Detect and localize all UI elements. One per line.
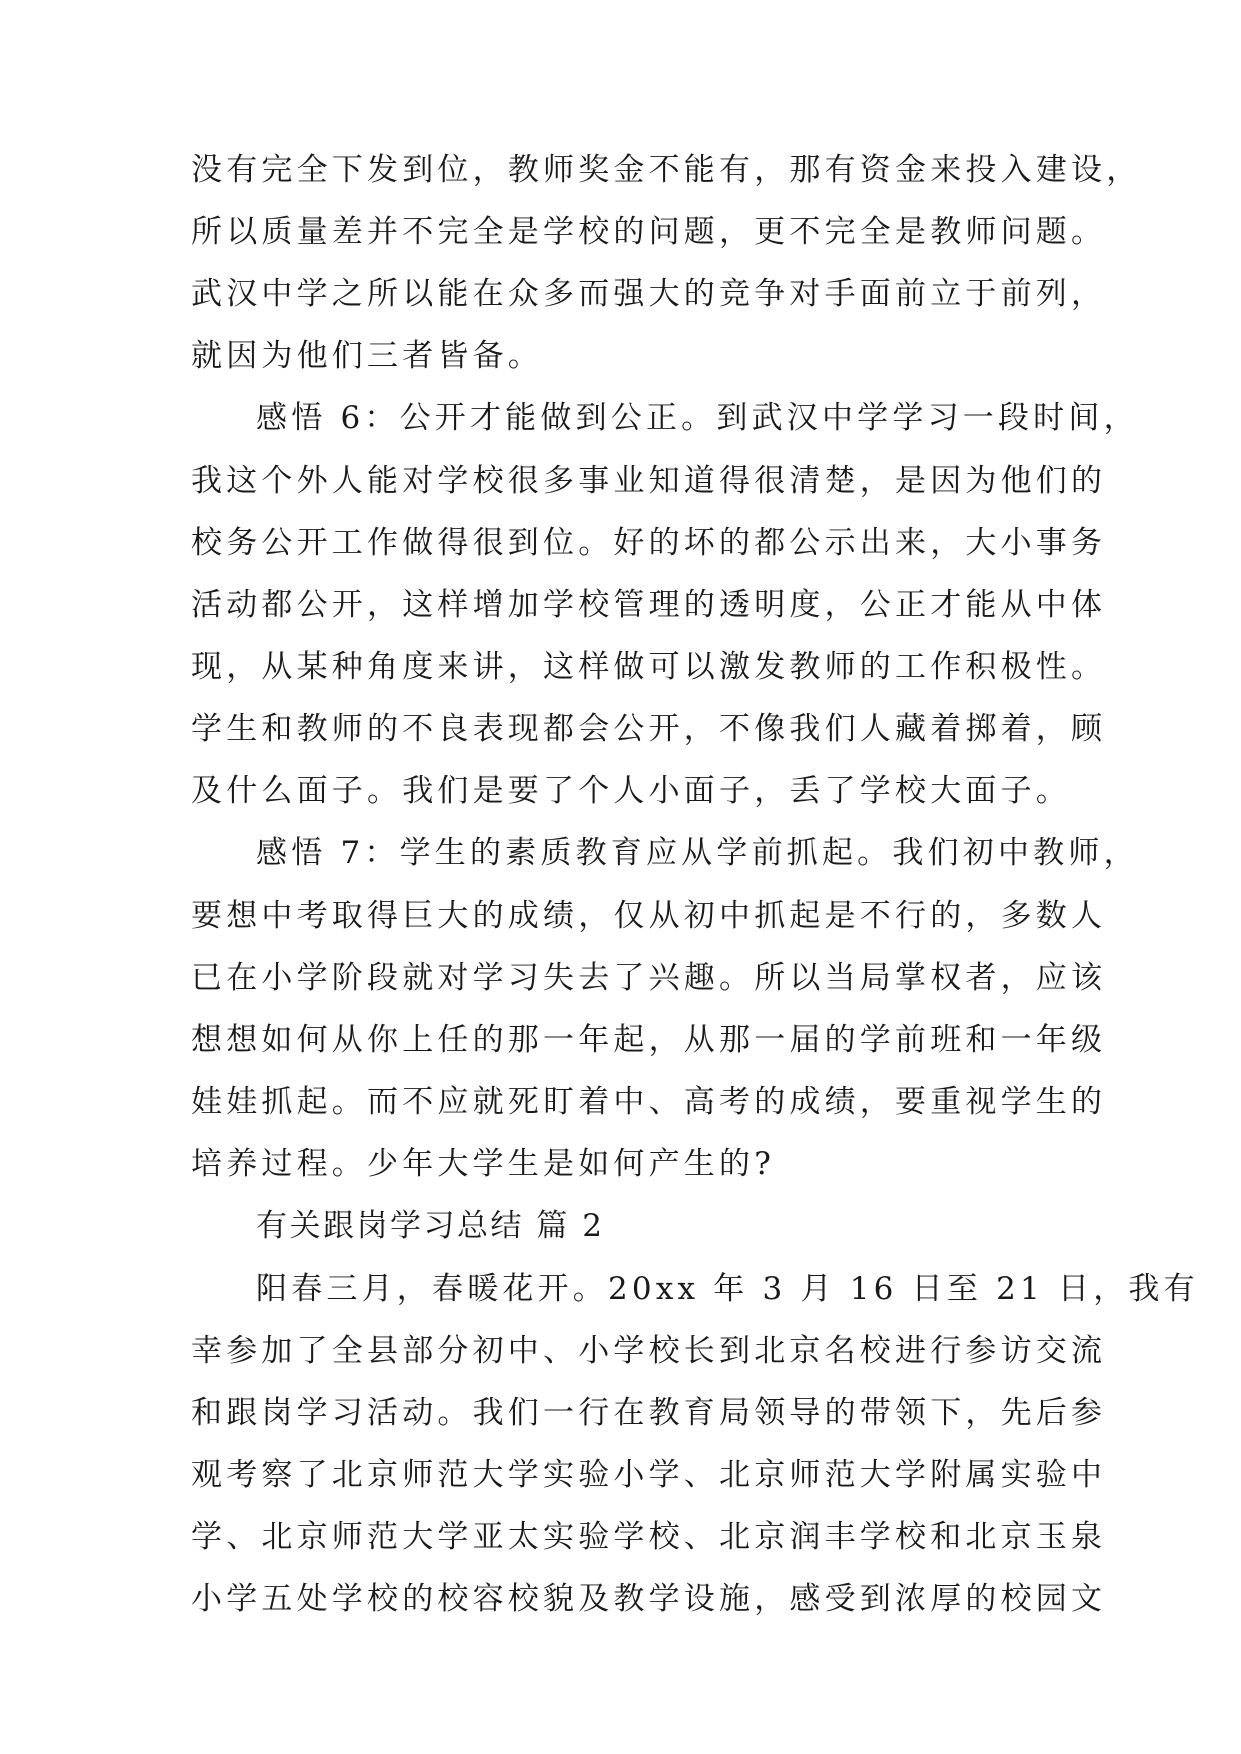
text-line: 及什么面子。我们是要了个人小面子，丢了学校大面子。: [191, 773, 1071, 809]
text-line: 感悟 7：学生的素质教育应从学前抓起。我们初中教师，: [256, 835, 1139, 871]
text-line: 所以质量差并不完全是学校的问题，更不完全是教师问题。: [191, 214, 1107, 250]
section-heading: 有关跟岗学习总结 篇 2: [256, 1208, 605, 1244]
text-line: 和跟岗学习活动。我们一行在教育局领导的带领下，先后参: [191, 1395, 1107, 1431]
text-line: 幸参加了全县部分初中、小学校长到北京名校进行参访交流: [191, 1333, 1107, 1369]
text-line: 武汉中学之所以能在众多而强大的竞争对手面前立于前列，: [191, 276, 1107, 312]
text-line: 学、北京师范大学亚太实验学校、北京润丰学校和北京玉泉: [191, 1519, 1107, 1555]
text-line: 就因为他们三者皆备。: [191, 338, 543, 374]
text-line: 已在小学阶段就对学习失去了兴趣。所以当局掌权者，应该: [191, 960, 1107, 996]
text-line: 小学五处学校的校容校貌及教学设施，感受到浓厚的校园文: [191, 1581, 1107, 1617]
text-line: 阳春三月，春暖花开。20xx 年 3 月 16 日至 21 日，我有: [256, 1271, 1199, 1307]
text-line: 活动都公开，这样增加学校管理的透明度，公正才能从中体: [191, 587, 1107, 623]
text-line: 培养过程。少年大学生是如何产生的?: [191, 1146, 776, 1182]
text-line: 想想如何从你上任的那一年起，从那一届的学前班和一年级: [191, 1022, 1107, 1058]
text-line: 感悟 6：公开才能做到公正。到武汉中学学习一段时间，: [256, 400, 1139, 436]
text-line: 学生和教师的不良表现都会公开，不像我们人藏着掷着，顾: [191, 711, 1107, 747]
text-line: 我这个外人能对学校很多事业知道得很清楚，是因为他们的: [191, 463, 1107, 499]
text-line: 娃娃抓起。而不应就死盯着中、高考的成绩，要重视学生的: [191, 1084, 1107, 1120]
text-line: 现，从某种角度来讲，这样做可以激发教师的工作积极性。: [191, 649, 1107, 685]
text-line: 没有完全下发到位，教师奖金不能有，那有资金来投入建设，: [191, 152, 1142, 188]
text-line: 校务公开工作做得很到位。好的坏的都公示出来，大小事务: [191, 525, 1107, 561]
text-line: 要想中考取得巨大的成绩，仅从初中抓起是不行的，多数人: [191, 898, 1107, 934]
text-line: 观考察了北京师范大学实验小学、北京师范大学附属实验中: [191, 1457, 1107, 1493]
